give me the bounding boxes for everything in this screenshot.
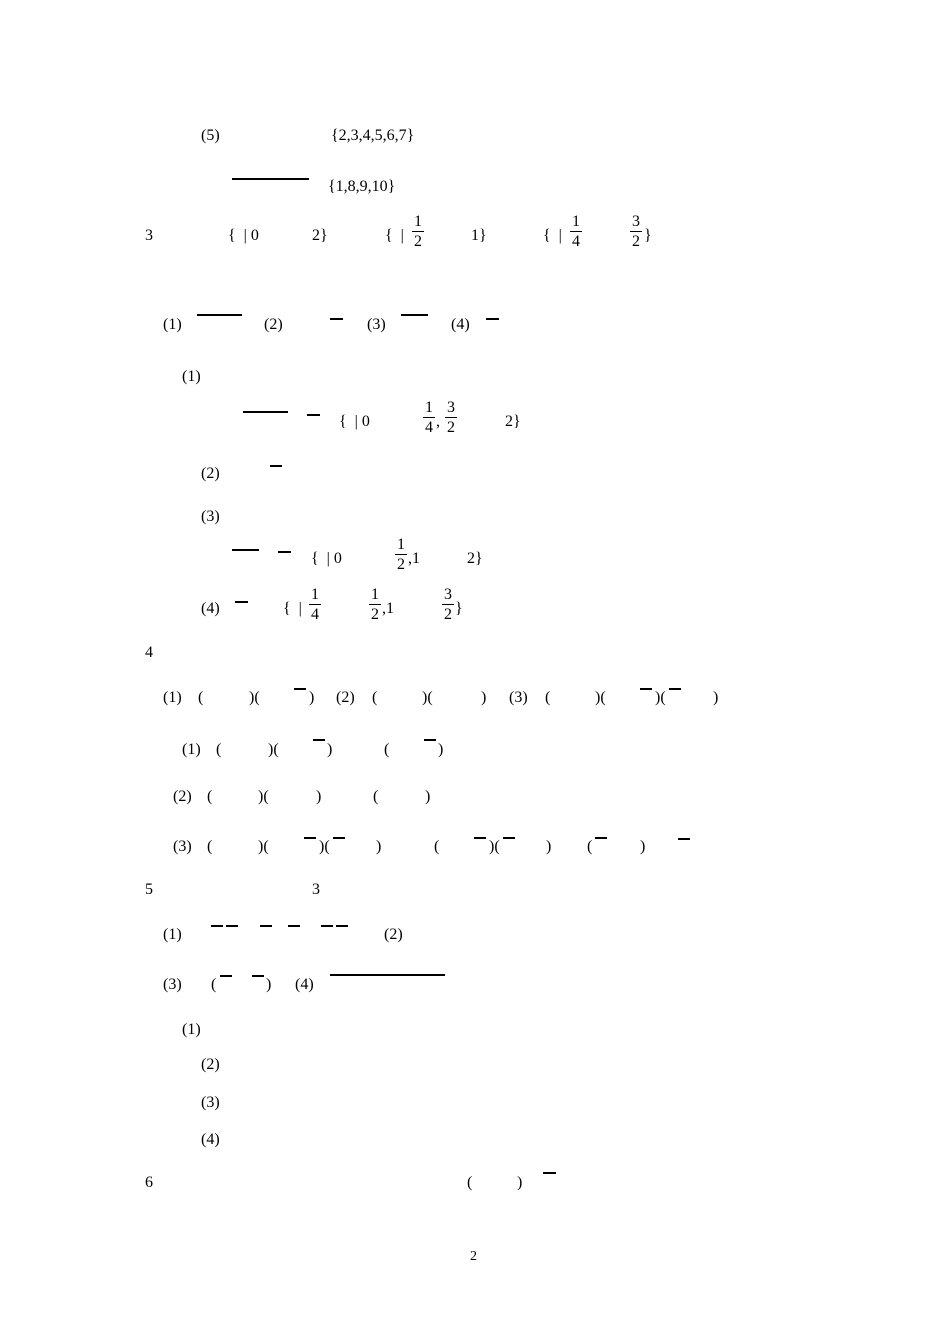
q4-p2-label: (2) [336,689,355,706]
q4-p3-open: ( [545,689,551,706]
q3-set3-fraction-1: 1 4 [572,213,580,250]
q4-p1-bar [294,688,306,690]
q3-set1-open: { | 0 [228,227,259,244]
q4-ans2-close: ) [316,788,322,805]
q4-p2-open: ( [372,689,378,706]
q3-part4-bar [486,318,499,320]
q5-answer4-label: (4) [201,1131,220,1148]
q5-answer1-label: (1) [182,1021,201,1038]
q3-part3-bar [401,314,428,316]
q5-p1-bar-2 [226,925,238,927]
q4-p3-close: ) [713,689,719,706]
q4-p3-mid2: )( [655,689,666,706]
q4-ans2-close2: ) [425,788,431,805]
q5-p4-bar [330,974,445,976]
q5-p1-bar-1 [211,925,223,927]
q4-ans1-bar-2 [424,739,436,741]
q5-p1-label: (1) [163,926,182,943]
q3-answer1-set-open: { | 0 [339,413,370,430]
q4-ans3-bar-5 [595,837,607,839]
q4-ans3-open2: ( [434,838,440,855]
q5-p2-label: (2) [384,926,403,943]
q4-ans1-bar-1 [313,739,325,741]
q3-number: 3 [145,227,153,244]
q3-answer4-fraction-1: 1 4 [311,586,319,623]
q5-p3-close: ) [266,976,272,993]
q3-answer4-after-frac2: ,1 [382,600,394,617]
q3-set3-open: { | [543,227,562,244]
q4-p1-close: ) [309,689,315,706]
q4-ans3-open: ( [207,838,213,855]
q5-p1-bar-5 [321,925,333,927]
q4-p2-close: ) [481,689,487,706]
q4-p2-mid: )( [422,689,433,706]
q3-answer1-bar-long [243,411,288,413]
q4-ans3-mid3: )( [489,838,500,855]
q4-ans1-label: (1) [182,741,201,758]
q3-answer3-bar-long [232,549,259,551]
q5-p1-bar-6 [336,925,348,927]
item5-label: (5) [201,127,220,144]
q3-answer3-set-close: 2} [467,550,483,567]
q3-set2-fraction: 1 2 [414,213,422,250]
q4-ans3-bar-1 [304,837,316,839]
q4-ans3-bar-6 [678,838,690,840]
q4-ans3-mid2: )( [319,838,330,855]
q4-ans3-bar-3 [474,837,486,839]
q4-ans1-mid: )( [268,741,279,758]
q3-answer3-fraction: 1 2 [397,536,405,573]
q3-set2-close: 1} [471,227,487,244]
q4-p3-mid: )( [595,689,606,706]
q4-ans3-close3: ) [640,838,646,855]
q3-answer3-bar-short [278,551,291,553]
q4-ans3-label: (3) [173,838,192,855]
q5-number: 5 [145,881,153,898]
q3-set1-close: 2} [312,227,328,244]
q3-part2-label: (2) [264,316,283,333]
q4-p3-bar-2 [669,688,681,690]
q4-ans3-open3: ( [587,838,593,855]
q3-answer1-bar-short [307,414,320,416]
q5-answer2-label: (2) [201,1056,220,1073]
complement-bar [232,178,309,180]
q5-p3-open: ( [211,976,217,993]
q4-ans3-bar-2 [333,837,345,839]
q4-ans3-close: ) [376,838,382,855]
q3-answer4-fraction-3: 3 2 [444,586,452,623]
q4-ans2-open: ( [207,788,213,805]
q5-p3-bar-1 [220,975,232,977]
q5-answer3-label: (3) [201,1094,220,1111]
item5-set-a: {2,3,4,5,6,7} [331,127,415,144]
q3-answer4-set-open: { | [283,600,302,617]
q5-p3-label: (3) [163,976,182,993]
q4-p1-open: ( [198,689,204,706]
q4-number: 4 [145,644,153,661]
q4-ans1-close2: ) [438,741,444,758]
q3-answer2-label: (2) [201,465,220,482]
q3-answer2-bar [270,465,282,467]
q4-p3-bar-1 [640,688,652,690]
page-number: 2 [470,1249,477,1264]
q3-answer4-label: (4) [201,600,220,617]
item5-set-b: {1,8,9,10} [328,178,396,195]
q4-ans1-close: ) [327,741,333,758]
q3-answer1-comma: , [436,413,440,430]
q4-ans1-open: ( [216,741,222,758]
q6-bar [543,1172,556,1174]
q3-part3-label: (3) [367,316,386,333]
q3-answer3-label: (3) [201,508,220,525]
q5-p1-bar-3 [260,925,272,927]
q3-answer1-set-close: 2} [505,413,521,430]
q3-part2-bar [330,318,343,320]
q3-part1-bar [197,314,242,316]
q5-p4-label: (4) [295,976,314,993]
q3-answer1-label: (1) [182,368,201,385]
q4-ans2-mid: )( [258,788,269,805]
q4-ans3-bar-4 [503,837,515,839]
q6-paren-close: ) [517,1174,523,1191]
q3-answer4-set-close: } [455,600,463,617]
q5-p1-bar-4 [288,925,300,927]
q3-answer4-bar [235,601,248,603]
q4-ans3-mid: )( [258,838,269,855]
q3-answer3-after-frac: ,1 [408,550,420,567]
q6-paren-open: ( [467,1174,473,1191]
q3-answer3-set-open: { | 0 [311,550,342,567]
q3-answer1-fraction-2: 3 2 [447,399,455,436]
q3-part1-label: (1) [163,316,182,333]
q5-sub-number: 3 [312,881,320,898]
q4-ans2-label: (2) [173,788,192,805]
q5-p3-bar-2 [252,975,264,977]
q6-number: 6 [145,1174,153,1191]
q3-set2-open: { | [385,227,404,244]
q3-answer1-fraction-1: 1 4 [425,399,433,436]
q4-p1-mid: )( [249,689,260,706]
q4-ans3-close2: ) [546,838,552,855]
q3-set3-fraction-2: 3 2 [632,213,640,250]
q3-answer4-fraction-2: 1 2 [371,586,379,623]
q3-part4-label: (4) [451,316,470,333]
q4-p1-label: (1) [163,689,182,706]
q4-ans1-open2: ( [384,741,390,758]
q4-p3-label: (3) [509,689,528,706]
q3-set3-close: } [644,227,652,244]
q4-ans2-open2: ( [373,788,379,805]
